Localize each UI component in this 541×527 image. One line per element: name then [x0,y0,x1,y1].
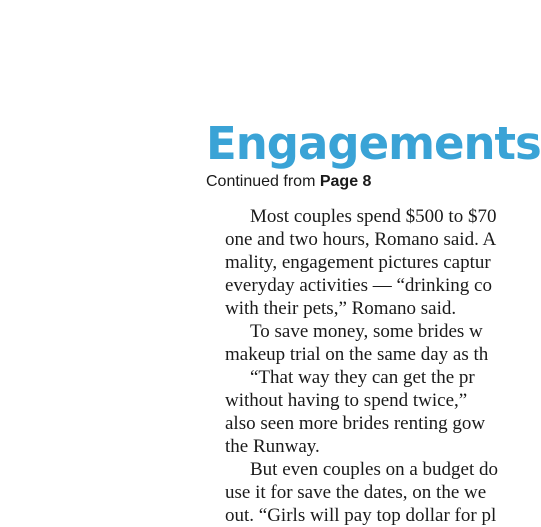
body-line: with their pets,” Romano said. [225,298,457,319]
continued-from-line [206,171,371,193]
body-line: To save money, some brides w [250,321,483,342]
continued-page-reference: Page 8 [319,173,372,190]
body-line: “That way they can get the pr [250,367,475,388]
article-body [225,205,498,527]
body-line: everyday activities — “drinking co [225,275,492,296]
body-line: without having to spend twice,” [225,390,468,411]
body-line: out. “Girls will pay top dollar for pl [225,505,497,526]
body-line: makeup trial on the same day as th [225,344,489,365]
body-line: use it for save the dates, on the we [225,482,487,503]
article-headline: Engagements [206,117,541,170]
body-line: one and two hours, Romano said. A [225,229,497,250]
continued-label: Continued from [206,173,320,190]
body-line: But even couples on a budget do [250,459,499,480]
body-line: Most couples spend $500 to $70 [250,206,497,227]
body-line: the Runway. [225,436,320,457]
body-line: also seen more brides renting gow [225,413,486,434]
body-line: mality, engagement pictures captur [225,252,491,273]
